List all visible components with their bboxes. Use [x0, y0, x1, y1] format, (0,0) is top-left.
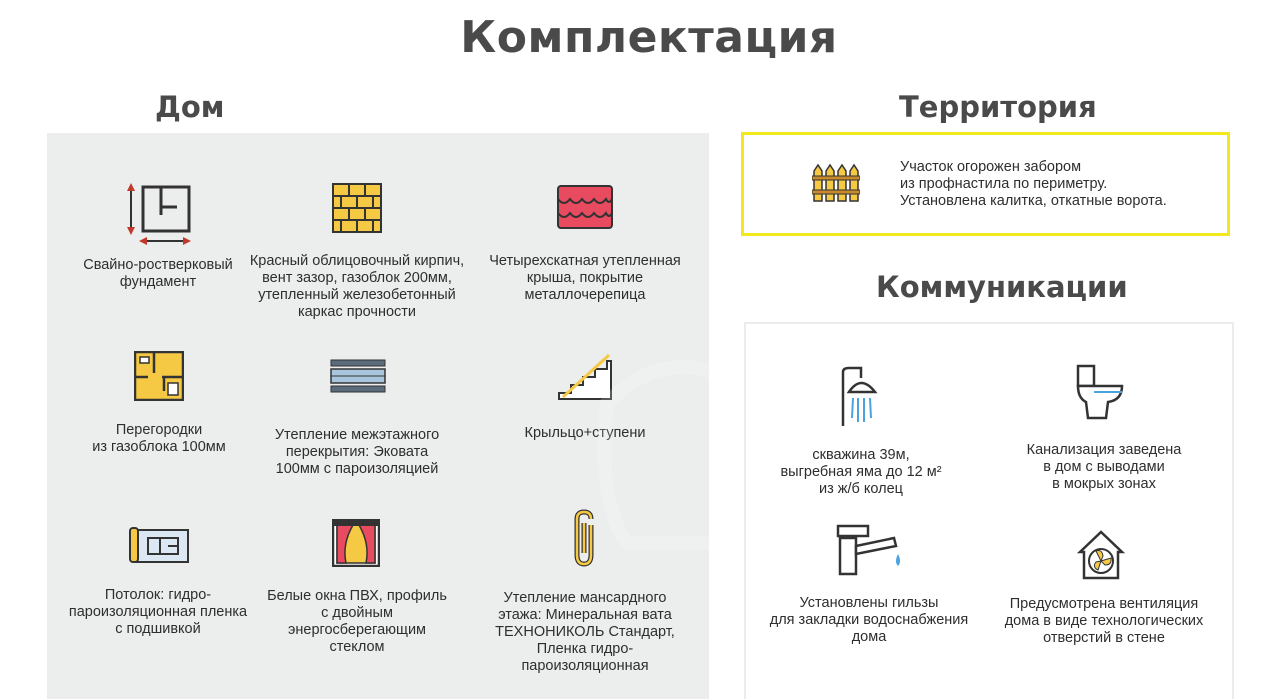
shower-icon	[839, 366, 883, 428]
page-title: Комплектация	[460, 12, 838, 63]
item-foundation	[67, 257, 249, 291]
fence-icon	[812, 163, 860, 203]
item-windows	[257, 588, 457, 656]
communications-section-title: Коммуникации	[876, 270, 1128, 304]
comm-item-ventilation	[996, 596, 1212, 647]
item-text: Утепление мансардного этажа: Минеральная вата ТЕХНОНИКОЛЬ Стандарт, Пленка гидро- пароизоляционная	[495, 590, 675, 674]
item-text: скважина 39м, выгребная яма до 12 м² из ж/б колец	[780, 447, 942, 497]
foundation-plan-icon	[127, 183, 193, 247]
blueprint-roll-icon	[128, 526, 190, 566]
house-section-title: Дом	[155, 90, 225, 124]
item-text: Четырехскатная утепленная крыша, покрытие металлочерепица	[489, 253, 681, 303]
toilet-icon	[1076, 364, 1126, 420]
item-text: Установлены гильзы для закладки водоснабжения дома	[769, 595, 969, 645]
comm-item-water	[766, 447, 956, 498]
item-text: Перегородки из газоблока 100мм	[92, 422, 226, 455]
item-roof	[477, 253, 693, 304]
house-fan-icon	[1076, 528, 1126, 580]
roof-tiles-icon	[557, 185, 613, 229]
house-panel	[47, 133, 709, 699]
window-icon	[332, 519, 380, 567]
brick-wall-icon	[332, 183, 382, 233]
item-ceiling	[62, 587, 254, 638]
territory-box	[741, 132, 1230, 236]
item-floor-insulation	[257, 427, 457, 478]
item-text: Свайно-ростверковый фундамент	[83, 257, 233, 290]
comm-item-water-sleeves	[762, 595, 976, 646]
territory-section-title: Территория	[899, 90, 1097, 124]
territory-description: Участок огорожен забором из профнастила по периметру. Установлена калитка, откатные ворота.	[900, 159, 1167, 209]
item-text: Белые окна ПВХ, профиль с двойным энергосберегающим стеклом	[267, 588, 447, 655]
communications-panel	[744, 322, 1234, 699]
item-text: Красный облицовочный кирпич, вент зазор, газоблок 200мм, утепленный железобетонный каркас прочности	[249, 253, 465, 320]
item-attic-insulation	[487, 590, 683, 675]
comm-item-sewage	[1008, 442, 1200, 493]
item-text: Канализация заведена в дом с выводами в мокрых зонах	[1026, 442, 1182, 492]
item-text: Предусмотрена вентиляция дома в виде технологических отверстий в стене	[1004, 596, 1204, 646]
item-partitions	[69, 422, 249, 456]
watermark-logo-icon	[587, 343, 747, 573]
item-walls	[243, 253, 471, 321]
insulation-layers-icon	[330, 359, 386, 393]
item-text: Крыльцо+ступени	[524, 425, 646, 441]
floor-plan-icon	[134, 351, 184, 401]
faucet-icon	[836, 524, 906, 576]
item-text: Потолок: гидро- пароизоляционная пленка с подшивкой	[68, 587, 248, 637]
item-text: Утепление межэтажного перекрытия: Эковата 100мм с пароизоляцией	[274, 427, 440, 477]
